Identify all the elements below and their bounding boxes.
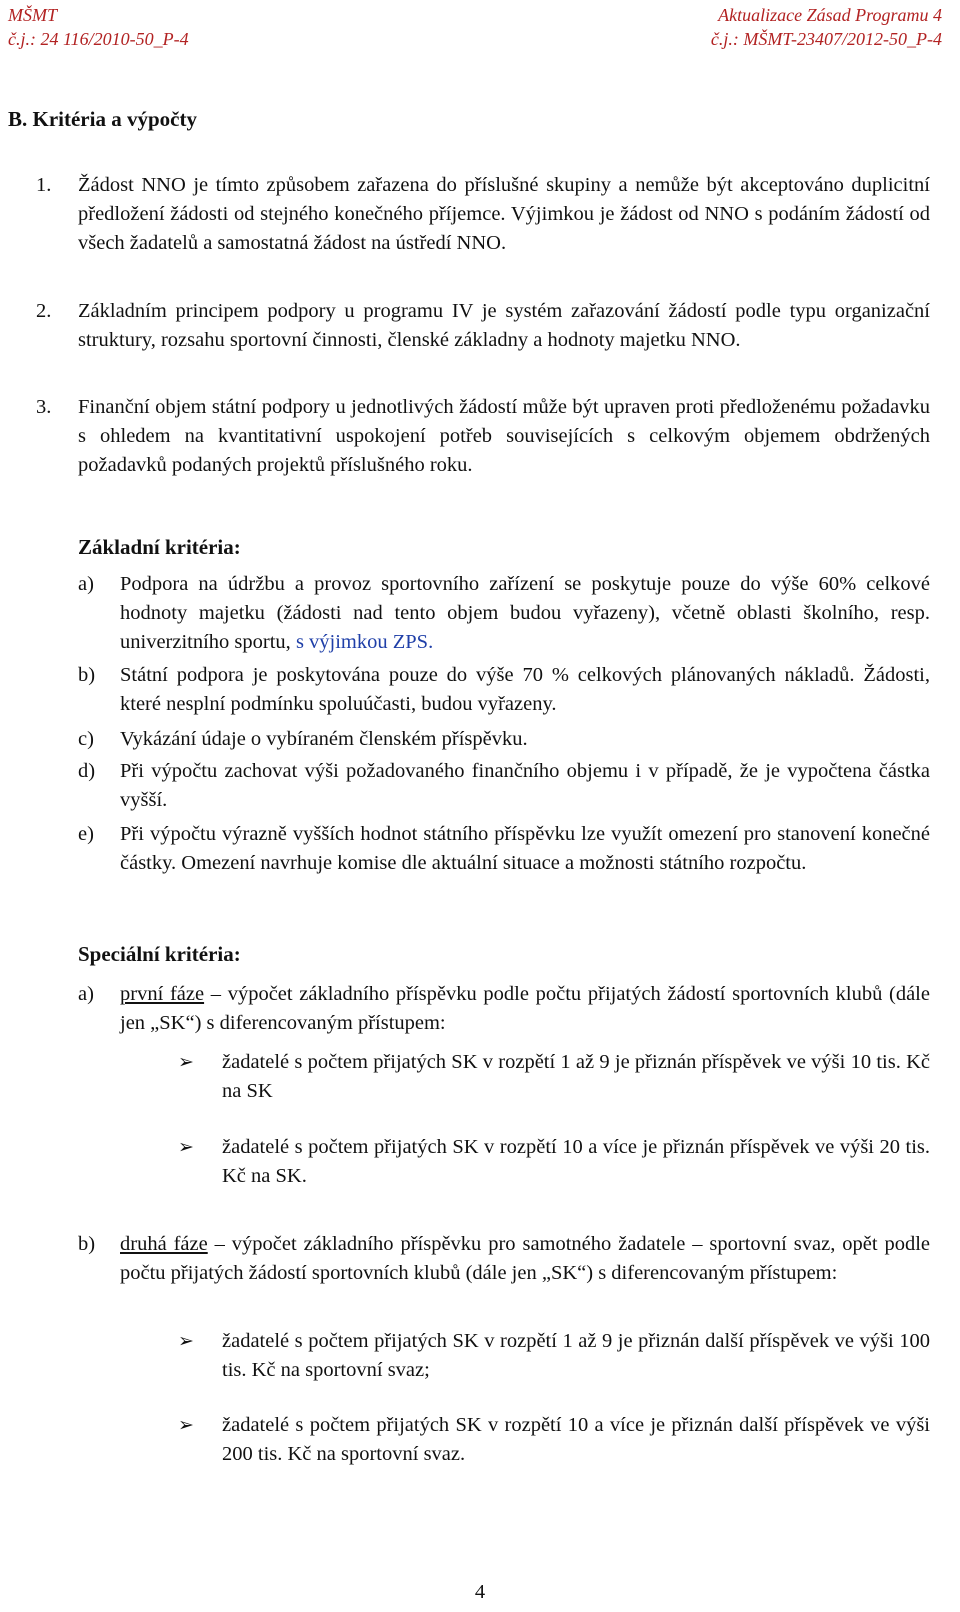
header-right bbox=[711, 3, 942, 51]
arrowhead-bullet-icon: ➢ bbox=[178, 1330, 194, 1352]
numbered-paragraph: Finanční objem státní podpory u jednotlivých žádostí může být upraven proti předloženému požadavku s ohledem na kvantitativní uspokojení potřeb souvisejících s celkovým objemem obdržených požadavků podaných projektů příslušného roku. bbox=[78, 396, 930, 476]
header-document-title: Aktualizace Zásad Programu 4 bbox=[718, 5, 942, 25]
list-number: 2. bbox=[36, 300, 52, 322]
header-ministry: MŠMT bbox=[8, 5, 57, 25]
numbered-paragraph: Základním principem podpory u programu IV je systém zařazování žádostí podle typu organizační struktury, rozsahu sportovní činnosti, členské základny a hodnoty majetku NNO. bbox=[78, 300, 930, 351]
criterion-text: Podpora na údržbu a provoz sportovního zařízení se poskytuje pouze do výše 60% celkové hodnoty majetku (žádosti nad tento objem budou vyřazeny), včetně oblasti školního, resp. univerzitního sportu, bbox=[120, 573, 930, 653]
item-label: a) bbox=[78, 983, 94, 1005]
bullet-item: žadatelé s počtem přijatých SK v rozpětí 1 až 9 je přiznán další příspěvek ve výši 100 tis. Kč na sportovní svaz; bbox=[222, 1330, 930, 1381]
basic-criterion: Státní podpora je poskytována pouze do výše 70 % celkových plánovaných nákladů. Žádosti, které nesplní podmínku spoluúčasti, budou vyřazeny. bbox=[120, 664, 930, 715]
basic-criterion: Při výpočtu výrazně vyšších hodnot státního příspěvku lze využít omezení pro stanovení konečné částky. Omezení navrhuje komise dle aktuální situace a možnosti státního rozpočtu. bbox=[120, 823, 930, 874]
arrowhead-bullet-icon: ➢ bbox=[178, 1051, 194, 1073]
item-label: a) bbox=[78, 573, 94, 595]
header-document-ref: č.j.: MŠMT-23407/2012-50_P-4 bbox=[710, 29, 942, 49]
bullet-item: žadatelé s počtem přijatých SK v rozpětí 10 a více je přiznán příspěvek ve výši 20 tis. Kč na SK. bbox=[222, 1136, 930, 1187]
header-left bbox=[8, 3, 189, 51]
phase-label: druhá fáze bbox=[120, 1233, 208, 1255]
phase-label: první fáze bbox=[120, 983, 205, 1005]
numbered-paragraph: Žádost NNO je tímto způsobem zařazena do příslušné skupiny a nemůže být akceptováno duplicitní předložení žádosti od stejného konečného příjemce. Výjimkou je žádost od NNO s podáním žádostí od všech žadatelů a samostatná žádost na ústředí NNO. bbox=[78, 174, 930, 254]
basic-criterion bbox=[120, 570, 930, 657]
item-label: e) bbox=[78, 823, 94, 845]
item-label: b) bbox=[78, 1233, 96, 1255]
basic-criteria-heading: Základní kritéria: bbox=[78, 535, 241, 559]
header-ref-number: č.j.: 24 116/2010-50_P-4 bbox=[8, 29, 189, 49]
arrowhead-bullet-icon: ➢ bbox=[178, 1136, 194, 1158]
criterion-text: – výpočet základního příspěvku podle počtu přijatých žádostí sportovních klubů (dále jen „SK“) s diferencovaným přístupem: bbox=[120, 983, 930, 1034]
list-number: 3. bbox=[36, 396, 52, 418]
arrowhead-bullet-icon: ➢ bbox=[178, 1414, 194, 1436]
item-label: d) bbox=[78, 760, 96, 782]
item-label: b) bbox=[78, 664, 96, 686]
special-criteria-heading: Speciální kritéria: bbox=[78, 942, 241, 966]
basic-criterion: Při výpočtu zachovat výši požadovaného finančního objemu i v případě, že je vypočtena částka vyšší. bbox=[120, 760, 930, 811]
bullet-item: žadatelé s počtem přijatých SK v rozpětí 1 až 9 je přiznán příspěvek ve výši 10 tis. Kč na SK bbox=[222, 1051, 930, 1102]
special-criterion-b bbox=[120, 1230, 930, 1288]
criterion-highlight: s výjimkou ZPS. bbox=[290, 631, 434, 653]
bullet-item: žadatelé s počtem přijatých SK v rozpětí 10 a více je přiznán další příspěvek ve výši 200 tis. Kč na sportovní svaz. bbox=[222, 1414, 930, 1465]
section-title: B. Kritéria a výpočty bbox=[8, 107, 197, 131]
item-label: c) bbox=[78, 728, 94, 750]
page-number: 4 bbox=[474, 1581, 486, 1603]
criterion-text: – výpočet základního příspěvku pro samotného žadatele – sportovní svaz, opět podle počtu přijatých žádostí sportovních klubů (dále jen „SK“) s diferencovaným přístupem: bbox=[120, 1233, 930, 1284]
list-number: 1. bbox=[36, 174, 52, 196]
basic-criterion: Vykázání údaje o vybíraném členském příspěvku. bbox=[120, 728, 528, 750]
special-criterion-a bbox=[120, 980, 930, 1038]
